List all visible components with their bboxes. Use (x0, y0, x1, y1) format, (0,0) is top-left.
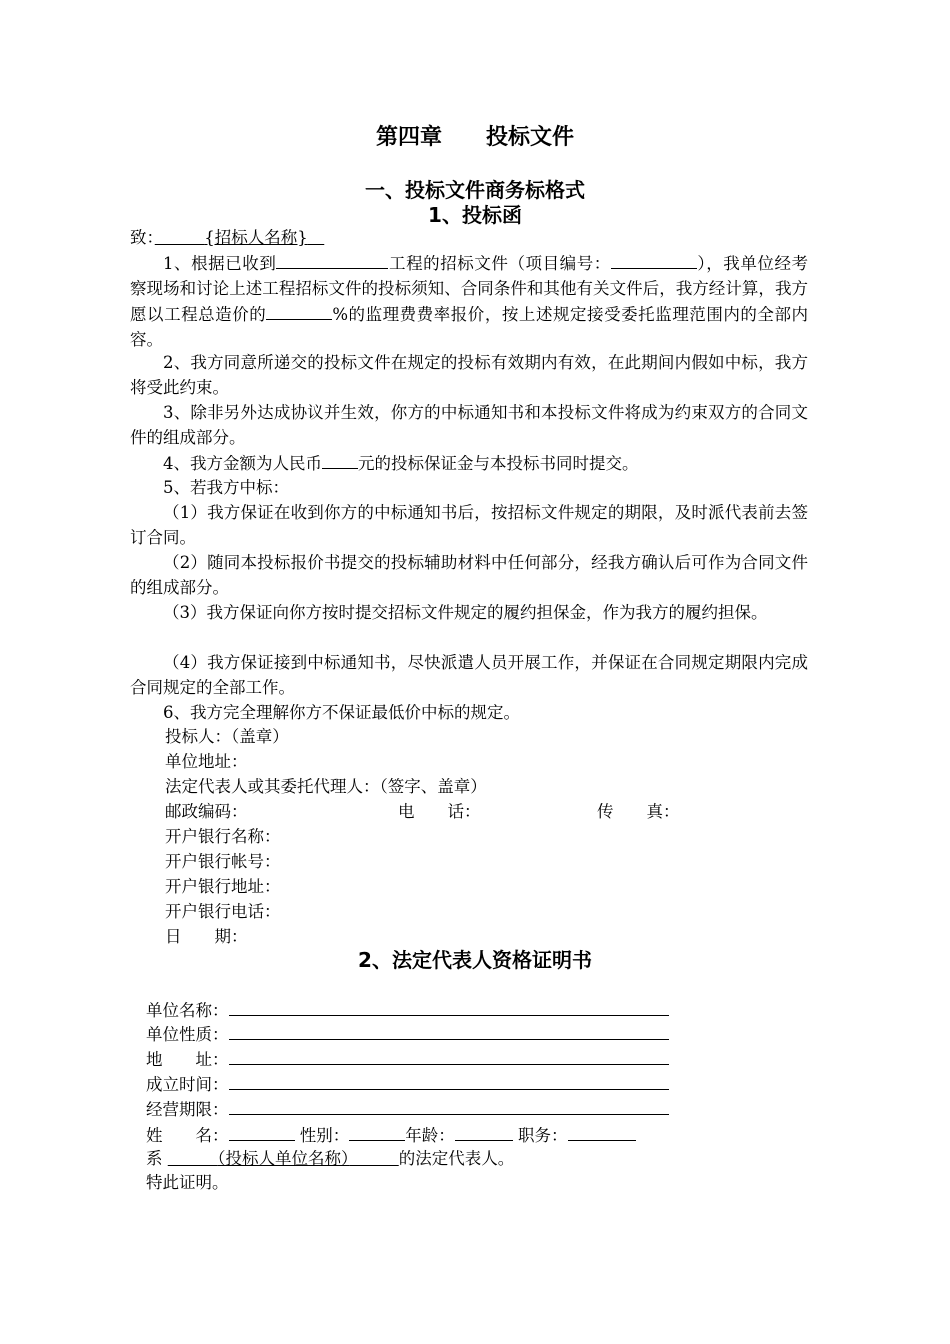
unit-nature-line (229, 1022, 669, 1040)
bid-letter-title: 1、投标函 (428, 203, 522, 227)
chapter-title: 第四章 投标文件 (375, 125, 574, 150)
legal-rep-cert-title: 2、法定代表人资格证明书 (358, 948, 592, 972)
paragraph-6: 6、我方完全理解你方不保证最低价中标的规定。 (163, 703, 520, 722)
paragraph-5: 5、若我方中标： (163, 478, 289, 497)
name-line (229, 1122, 295, 1141)
paragraph-4: 4、我方金额为人民币 元的投标保证金与本投标书同时提交。 (130, 450, 808, 476)
date: 日 期： (165, 927, 248, 946)
deposit-amount-blank (322, 450, 358, 469)
section-title: 一、投标文件商务标格式 (365, 178, 585, 202)
certify-line: 特此证明。 (146, 1173, 229, 1192)
fax: 传 真： (597, 802, 680, 821)
rate-blank (266, 301, 332, 320)
bank-account: 开户银行帐号： (165, 852, 281, 871)
is-legal-rep-row: 系 （投标人单位名称） 的法定代表人。 (146, 1149, 515, 1168)
address-line (229, 1047, 669, 1065)
founded-line (229, 1072, 669, 1090)
gender-line (349, 1122, 405, 1141)
bidder-unit-field: （投标人单位名称） (217, 1149, 350, 1168)
paragraph-2: 2、我方同意所递交的投标文件在规定的投标有效期内有效，在此期间内假如中标，我方将受此约束。 (130, 353, 808, 397)
address-row: 地 址： (146, 1047, 669, 1072)
to-recipient-field: {招标人名称} (204, 228, 308, 247)
to-label: 致： (130, 228, 155, 247)
term-line (229, 1097, 669, 1115)
person-row: 姓 名： 性别： 年龄： 职务： (146, 1122, 636, 1148)
paragraph-1: 1、根据已收到 工程的招标文件（项目编号： ），我单位经考察现场和讨论上述工程招标文件的投标须知、合同条件和其他有关文件后，我方经计算，我方愿以工程总造价的 %的监理费费率报价，按上述规定接受委托监理范围内的全部内容。 (130, 250, 808, 352)
bank-address: 开户银行地址： (165, 877, 281, 896)
position-line (568, 1122, 636, 1141)
project-name-blank (276, 250, 388, 269)
to-line (130, 226, 324, 250)
paragraph-5-3: （3）我方保证向你方按时提交招标文件规定的履约担保金，作为我方的履约担保。 (163, 603, 768, 622)
paragraph-3: 3、除非另外达成协议并生效，你方的中标通知书和本投标文件将成为约束双方的合同文件的组成部分。 (130, 403, 808, 447)
bank-name: 开户银行名称： (165, 827, 281, 846)
unit-nature-row: 单位性质： (146, 1022, 669, 1047)
age-line (455, 1122, 513, 1141)
paragraph-5-2: （2）随同本投标报价书提交的投标辅助材料中任何部分，经我方确认后可作为合同文件的组成部分。 (130, 553, 808, 597)
paragraph-5-1: （1）我方保证在收到你方的中标通知书后，按招标文件规定的期限，及时派代表前去签订合同。 (130, 503, 808, 547)
term-row: 经营期限： (146, 1097, 669, 1122)
paragraph-5-4: （4）我方保证接到中标通知书，尽快派遣人员开展工作，并保证在合同规定期限内完成合同规定的全部工作。 (130, 653, 808, 697)
bidder-seal: 投标人：（盖章） (165, 727, 289, 746)
founded-row: 成立时间： (146, 1072, 669, 1097)
unit-name-row: 单位名称： (146, 998, 669, 1023)
unit-name-line (229, 998, 669, 1016)
legal-rep-signature: 法定代表人或其委托代理人：（签字、盖章） (165, 777, 487, 796)
project-number-blank (611, 250, 697, 269)
bank-phone: 开户银行电话： (165, 902, 281, 921)
unit-address: 单位地址： (165, 752, 248, 771)
postal-code: 邮政编码： (165, 802, 248, 821)
phone: 电 话： (398, 802, 481, 821)
